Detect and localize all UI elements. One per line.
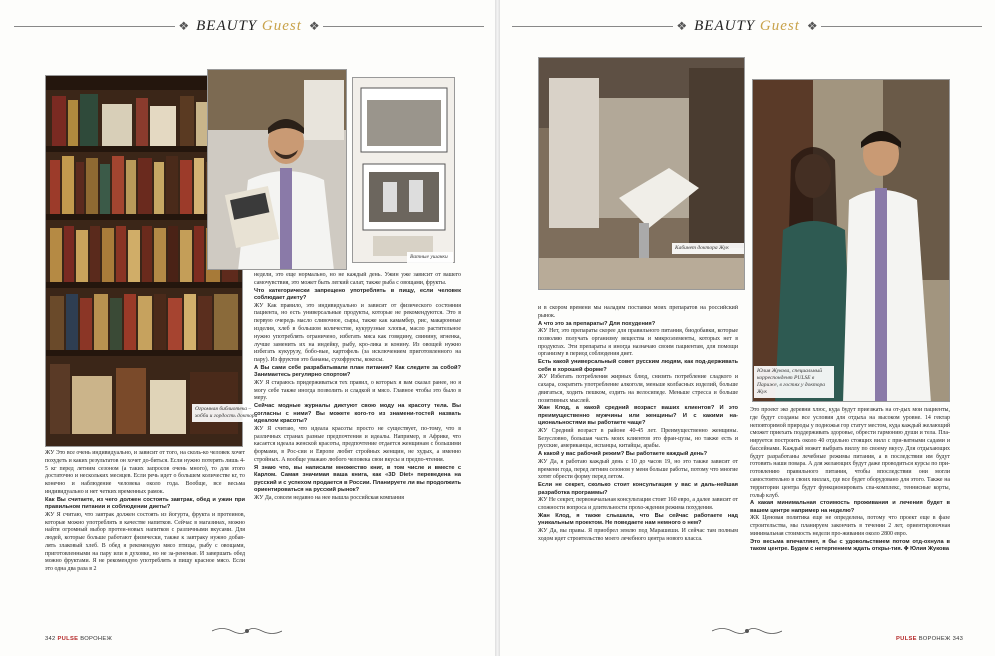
interview-answer: ЖУ Да, вы правы. Я приобрел землю под Марашеши. И сейчас там полным ходом идет строительство моего лечебного центра нового класса. (538, 527, 738, 542)
interview-answer: ЖУ Я считаю, что идеала красоты просто не существует, по-тому, что в различных странах разные предпочтения и идеалы. Например, в Африке, что касается идеала женской красоты, предпочтение отдается женщинам с большими формами, в Рос-сии и Европе любят стройных женщин, не худых, а именно стройных. А вообще уважаю любого человека свои вкусы и предпо-чтения. (254, 425, 461, 463)
right-page (500, 0, 995, 656)
header-ornament-icon: ❖ (806, 18, 818, 33)
interview-answer: ЖУ Я считаю, что завтрак должен состоять из йогурта, фрукта и протеинов, которые можно употреблять в качестве напитков. Сейчас в магазинах, можно найти огромный выбор протеи-новых напитков с различными вкусами. Для людей, которые больше работают физически, также к завтраку нужно добав-лять злаковый хлеб. В обед я рекомендую мясо птицы, рыбу с овощами, приготовленными на пару или в духовке, но не за-рененые. И завершать обед можно фруктами. Я не рекомендую употреблять в пищу красное мясо. Если это одна два раза в 2 (45, 511, 245, 573)
interview-answer: и в скором времени мы наладим поставки моих препаратов на российский рынок. (538, 305, 738, 319)
interview-answer: ЖК Ценовая политика еще не определена, потому что проект еще в фазе строительства, мы планируем закончить в течении 2 лет, ориентировочная минимальная стоимость недели про-живания около 2800 евро. (750, 515, 950, 537)
cabinet-photo (538, 57, 745, 290)
cabinet-caption: Кабинет доктора Жук (672, 243, 744, 254)
framed-photos-illustration (353, 78, 455, 263)
doctor-illustration (208, 70, 347, 270)
left-page (0, 0, 495, 656)
interview-question: А Вы сами себе разрабатывали план питания? Как следите за собой? Занимаетесь регулярно спортом? (254, 364, 461, 379)
interview-answer: Это проект эко деревни хлюс, куда будут приезжать на от-дых мои пациенты, где будут созданы все условия для отдыха на высоком уровне. 14 гектар неповторимой природы у подножья гор статут местом, куда каждый желающий сможет приехать поддерживать здоровье, обрести гармонию души и тела. Пла-нируется построить около 40 отдельно стоящих вилл с при-ватными садами и бассейнами. Каждый может выбрать виллу по своему вкусу. Для отдыхающих будут разработаны лечебные режимы питания, а в последствии им будут готовить наши повара. А для желающих будут даже проводиться курсы по при-готовлению правильного питания, чтобы впоследствии они могли самостоятельно в своих виллах, где все будет оборудовано для этого. Также на территории центра будут функционировать спа-комплекс, теннисные корты, гольф клуб. (750, 407, 950, 499)
interview-question: Жан Клод, я также слышала, что Вы сейчас работаете над уникальным проектом. Не поведаете нам немного о нем? (538, 512, 738, 527)
library-caption: Огромная библиотека – хобби и гордость доктора (192, 404, 264, 422)
interview-question: А что это за препараты? Для похудения? (538, 320, 656, 327)
interview-answer: ЖУ Избегать потребления жирных блюд, снизить потребление сладкого и сахара, сократить употребление алкоголя, меньше колбасных изделий, больше двигаться, ходить пешком, ездить на велосипеде. Меньше стресса и больше позитивных мыслей. (538, 374, 738, 404)
julia-caption: Юлия Жукова, специальный корреспондент PULSE в Париже, в гостях у доктора Жук (754, 366, 834, 398)
interview-question: Жан Клод, а какой средний возраст ваших клиентов? И это преимущественно мужчины или женщины? И с какими на-циональностями вы работаете чаще? (538, 405, 738, 427)
left-footer: 342 PULSE ВОРОНЕЖ (45, 636, 113, 642)
interview-question: Есть какой универсальный совет русским людям, как под-держивать себя в хорошей форме? (538, 359, 738, 373)
interview-question: Что категорически запрещено употреблять в пищу, если человек соблюдает диету? (254, 287, 461, 302)
header-ornament-icon: ❖ (676, 18, 688, 33)
portrait-illustration (753, 80, 950, 402)
interview-answer: ЖУ Это все очень индивидуально, и зависит от того, на сколь-ко человек хочет похудеть и каких результатов он хочет до-биться. Если нужно потерять лишь 4-5 кг перед летним сезоном (а таких запросов очень много), то для этого достаточно и нескольких месяцев. Если речь идет о большем количестве кг, то конечно и наблюдение человека около года. Вообще, все весьма индивидуально и нет четких временных рамок. (45, 450, 245, 495)
interview-question: А какой у вас рабочий режим? Вы работаете каждый день? (538, 451, 708, 458)
left-column-2 (254, 272, 461, 620)
header-rule (512, 26, 673, 27)
interview-answer: ЖУ Да, совсем недавно на нее вышла российская компания (254, 494, 404, 501)
right-column-2 (750, 407, 950, 620)
section-title: BEAUTY Guest (694, 17, 800, 34)
interview-answer: ЖУ Не секрет, первоначальная консультация стоит 160 евро, а далее зависит от сложности вопроса и длительности прохо-ждения режима похудения. (538, 497, 738, 511)
interview-answer: ЖУ Как правило, это индивидуально и зависит от физического состояния пациента, но есть универсальные продукты, которые не рекомендуются. Это в первую очередь масло сливочное, сыры, также как камамбер, рис, макаронные изделия, хлеб в большом количестве, кукурузные хлопья, масло растительное нужно употреблять ограничено, избегать мяса как говядину, свинину, ягненка, лучше заменить их на индейку, рыбу, кро-лика и конину. Из овощей нужно избегать кукурузу, бобо-вые, картофель (за исключением приготовленного на пару). Из фруктов это бананы, сухофрукты, кокосы. (254, 302, 461, 364)
left-column-1 (45, 450, 245, 620)
header-ornament-icon: ❖ (308, 18, 320, 33)
interview-answer: ЖУ Да, я работаю каждый день с 10 до часов 19, но это также зависит от времени года, перед летним сезоном у меня больше работы, потому что многие хотят обрести форму перед летом. (538, 458, 738, 481)
interview-question: Сейчас модные журналы диктуют свою моду на красоту тела. Вы согласны с ними? Вы можете кого-то из знамени-тостей назвать идеалом красоты? (254, 403, 461, 425)
header-rule (821, 26, 982, 27)
section-title: BEAUTY Guest (196, 17, 302, 34)
right-footer: PULSE ВОРОНЕЖ 343 (896, 636, 964, 642)
interview-question: Если не секрет, сколько стоит консультация у вас и даль-нейшая разработка программы? (538, 482, 738, 496)
left-header (14, 14, 484, 38)
doctor-reading-photo (207, 69, 347, 270)
right-header (512, 14, 982, 38)
treatment-room-illustration (539, 58, 745, 290)
right-column-1 (538, 305, 738, 620)
photos-caption: Ватные ушанки (407, 252, 453, 263)
footer-flourish-icon (212, 626, 282, 636)
header-ornament-icon: ❖ (178, 18, 190, 33)
header-rule (323, 26, 484, 27)
footer-flourish-icon (712, 626, 782, 636)
old-photos-photo (352, 77, 455, 263)
interview-question: Я знаю что, вы написали множество книг, в том числе и вместе с Карлом. Самая значимая ваша книга, как «3D Diet» переведена на русский и с успехом продается в России. Планируете ли вы продолжить ориентироваться на русский рынок? (254, 464, 461, 494)
interview-answer: ЖУ Я стараюсь придерживаться тех правил, о которых я вам сказал ранее, но я могу себе также иногда позволить и сладкой и мясо. Главное чтобы это было в меру. (254, 379, 461, 402)
header-rule (14, 26, 175, 27)
interview-answer: ЖУ Средний возраст в районе 40-45 лет. Преимущественно женщины. Безусловно, большая часть моих клиентов это фран-цузы, но также есть и русские, американцы, испанцы, китайцы, арабы. (538, 427, 738, 450)
interview-question: А какая минимальная стоимость проживания и лечения будет в вашем центре например на неделю? (750, 500, 950, 514)
interview-answer: недели, это еще нормально, но не каждый день. Ужин уже зависит от вашего самочувствия, это может быть легкий салат, также рыба с овощами, фрукты. (254, 272, 461, 286)
julia-doctor-photo (752, 79, 950, 402)
interview-question: Как Вы считаете, из чего должен состоять завтрак, обед и ужин при правильном питании и соблюдении диеты? (45, 496, 245, 511)
interview-question: Это весьма впечатляет, я бы с удовольствием потом отд-охнула в таком центре. Будем с нетерпением ждать откры-тия. ✤ Юлия Жукова (750, 538, 950, 553)
interview-answer: ЖУ Нет, это препараты скорее для правильного питания, биодобавки, которые позволяю получать организму вещества и микроэлементы, которых нет в продуктах. Эти препараты я иногда назначаю своим пациентам, для помощи организму в период соблюдения диет. (538, 328, 738, 358)
